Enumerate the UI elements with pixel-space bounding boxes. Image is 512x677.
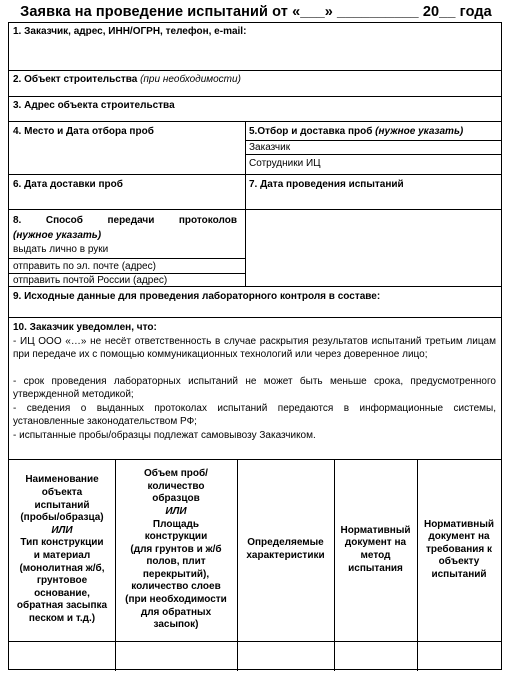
section-8-word: передачи [107,215,155,226]
row-divider [9,70,501,71]
row-divider [9,174,501,175]
header-line: Наименование [25,474,99,486]
section-6-label: 6. Дата доставки проб [13,179,123,190]
header-line: документ на [428,531,490,543]
section-5-option-customer: Заказчик [249,142,291,153]
header-line: перекрытий), [142,568,210,580]
table-header-requirements [417,459,501,641]
column-divider [245,121,246,286]
section-10-item: - испытанные пробы/образцы подлежат самовывозу Заказчиком. [13,430,316,441]
table-header-object [9,459,115,641]
section-1-label: 1. Заказчик, адрес, ИНН/ОГРН, телефон, e-mail: [13,26,247,37]
section-10-item: - сведения о выданных протоколах испытаний передаются в информационные системы, установленные законодательством РФ; [13,403,496,428]
header-line: основание, [34,587,90,599]
header-line: образцов [152,493,200,505]
header-line: ИЛИ [51,524,73,536]
header-line: конструкции [144,531,208,543]
header-line: полов, плит [146,556,206,568]
header-line: испытаний [431,568,487,580]
section-2-note: (при необходимости) [140,74,241,85]
section-5-option-staff: Сотрудники ИЦ [249,158,321,169]
header-line: и материал [33,550,91,561]
section-8-option-post: отправить почтой России (адрес) [13,275,168,286]
section-8-option-email: отправить по эл. почте (адрес) [13,261,156,272]
header-line: количество [147,480,205,492]
section-8-word: протоколов [178,215,237,226]
header-line: ИЛИ [165,505,187,517]
header-line: Определяемые [247,537,324,549]
row-divider [9,209,501,210]
section-2-label [13,73,241,86]
table-header-test-method [334,459,417,641]
header-line: Тип конструкции [20,537,104,549]
table-header-characteristics [237,459,334,641]
section-8-note: (нужное указать) [13,230,102,241]
header-line: (для грунтов и ж/б [130,543,222,555]
header-line: Объем проб/ [144,468,208,480]
section-8-option-hand: выдать лично в руки [13,244,109,255]
header-line: (при необходимости [125,594,227,606]
section-8-label [13,214,237,227]
row-divider [9,121,501,122]
application-form [8,22,502,670]
row-divider [9,96,501,97]
section-9-label: 9. Исходные данные для проведения лабораторного контроля в составе: [13,291,381,302]
header-line: испытания [348,562,403,574]
header-line: обратная засыпка [16,600,108,612]
header-line: (монолитная ж/б, [19,562,105,574]
section-2-main: 2. Объект строительства [13,74,141,85]
header-line: документ на [344,537,407,549]
section-10-item: - срок проведения лабораторных испытаний не может быть меньше срока, предусмотренного утвержденной методикой; [13,376,496,401]
header-line: Нормативный [340,524,411,536]
section-10-label: 10. Заказчик уведомлен, что: [13,322,157,333]
row-divider [9,317,501,318]
section-3-label: 3. Адрес объекта строительства [13,100,175,111]
section-8-word: Способ [45,215,83,226]
header-line: (пробы/образца) [20,512,104,524]
section-10-item: - ИЦ ООО «…» не несёт ответственность в случае раскрытия результатов испытаний третьим лицам при передаче их с помощью коммуникационных технологий или через доверенное лицо; [13,336,496,361]
section-8-word: 8. [13,215,22,226]
header-line: Площадь [152,518,200,530]
header-line: песком и т.д.) [28,612,96,624]
row-divider [9,258,245,259]
header-line: метод [360,550,391,561]
header-line: требования к [425,543,493,555]
header-line: объекту [438,556,480,568]
header-line: испытаний [34,499,90,511]
section-7-label: 7. Дата проведения испытаний [249,179,404,190]
row-divider [9,641,501,642]
section-5-label [249,125,463,138]
header-line: Нормативный [423,518,495,530]
section-5-main: 5.Отбор и доставка проб [249,126,376,137]
row-divider [245,154,501,155]
table-header-volume [115,459,237,641]
header-line: грунтовое [36,575,88,587]
header-line: засыпок) [153,619,199,631]
header-line: для обратных [140,606,212,618]
header-line: характеристики [246,550,325,561]
section-5-note: (нужное указать) [375,126,464,137]
header-line: количество слоев [131,581,221,593]
header-line: объекта [41,487,83,499]
section-4-label: 4. Место и Дата отбора проб [13,126,154,137]
page-title: Заявка на проведение испытаний от «___» __________ 20__ года [20,4,492,20]
